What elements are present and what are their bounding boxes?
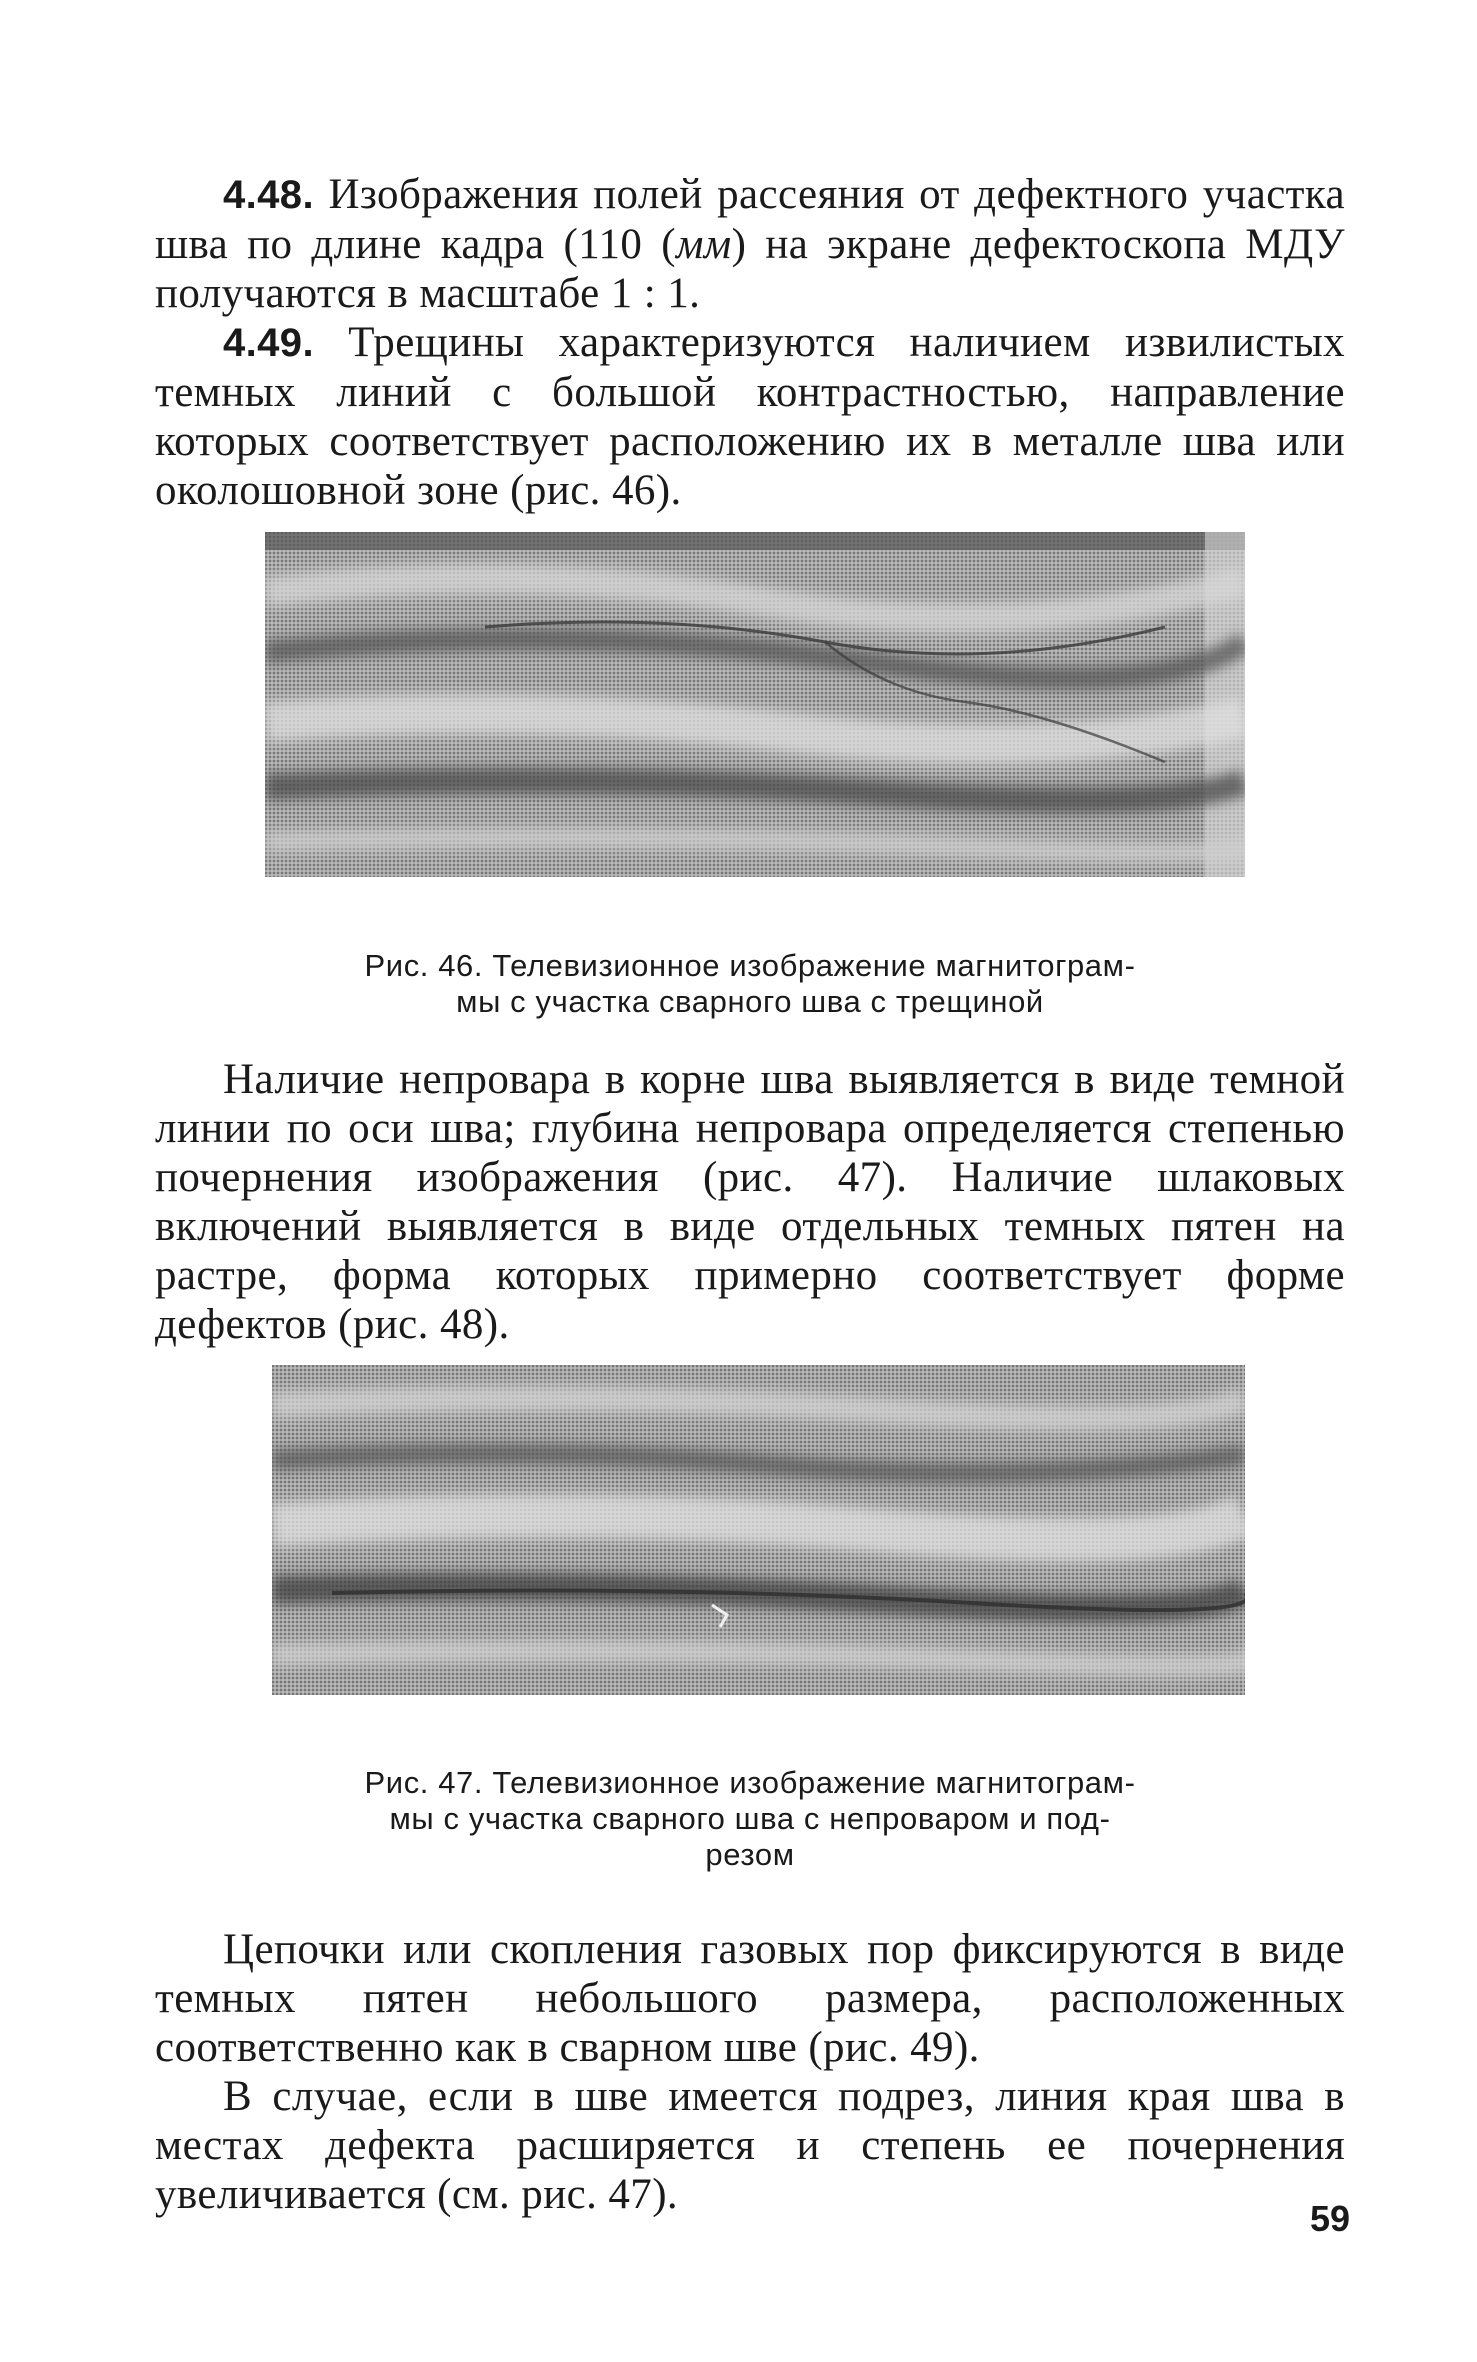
section-text-after: ) на экране дефектоскопа МДУ получаются в масштабе 1 : 1. — [155, 221, 1345, 317]
caption-line: резом — [705, 1837, 795, 1872]
page-number: 59 — [1309, 2198, 1350, 2239]
section-text: Трещины характеризуются наличием извилистых темных линий с большой контрастностью, направление которых соответствует расположению их в металле шва или околошовной зоне (рис. 46). — [155, 319, 1345, 514]
middle-text-block — [155, 1055, 1345, 1349]
figure-47-caption — [300, 1765, 1200, 1873]
figure-47-magnetogram — [272, 1365, 1245, 1695]
paragraph: Цепочки или скопления газовых пор фиксируются в виде темных пятен небольшого размера, расположенных соответственно как в сварном шве (рис. 49). — [155, 1926, 1345, 2071]
section-4-49 — [155, 318, 1345, 515]
bottom-text-block — [155, 1925, 1345, 2219]
figure-46-caption — [300, 948, 1200, 1020]
section-number: 4.48. — [223, 173, 314, 217]
section-4-48: 4.48. Изображения полей рассеяния от дефектного участка шва по длине кадра (110 (мм) на экране дефектоскопа МДУ получаются в масштабе 1 : 1. — [155, 171, 1345, 317]
section-number: 4.49. — [223, 321, 314, 365]
caption-line: мы с участка сварного шва с непроваром и под- — [389, 1801, 1111, 1836]
figure-47-image — [272, 1365, 1245, 1695]
caption-line: Рис. 46. Телевизионное изображение магнитограм- — [364, 948, 1136, 983]
figure-46-magnetogram — [265, 532, 1245, 877]
paragraph: Наличие непровара в корне шва выявляется в виде темной линии по оси шва; глубина непровара определяется степенью почернения изображения (рис. 47). Наличие шлаковых включений выявляется в виде отдельных темных пятен на растре, форма которых примерно соответствует форме дефектов (рис. 48). — [155, 1056, 1345, 1348]
caption-line: мы с участка сварного шва с трещиной — [456, 984, 1044, 1019]
caption-line: Рис. 47. Телевизионное изображение магнитограм- — [364, 1765, 1136, 1800]
section-text: Изображения полей рассеяния от дефектного участка шва по длине кадра (110 — [155, 171, 1345, 268]
paragraph: В случае, если в шве имеется подрез, линия края шва в местах дефекта расширяется и степень ее почернения увеличивается (см. рис. 47). — [155, 2073, 1345, 2218]
figure-46-image — [265, 532, 1245, 877]
top-text-block — [155, 170, 1345, 515]
unit-text: мм — [675, 221, 732, 268]
